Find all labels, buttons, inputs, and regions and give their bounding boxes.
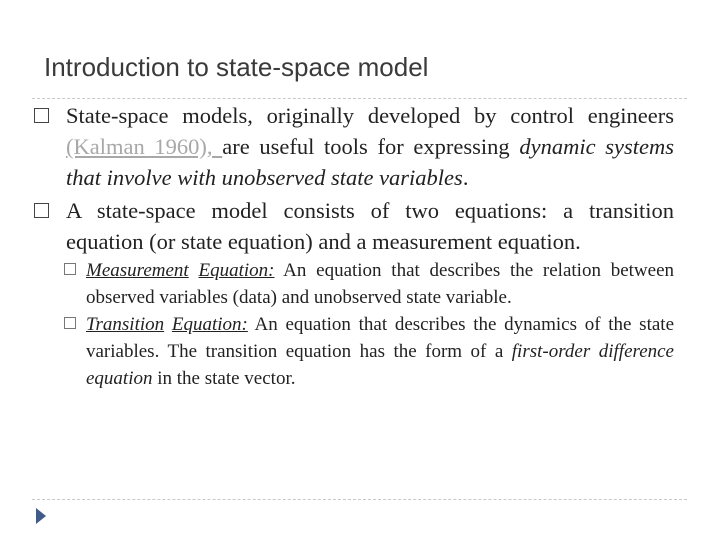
- bullet-two-equations: [34, 195, 674, 257]
- bullet-text: .: [462, 165, 469, 190]
- bullet-box-icon: [34, 108, 49, 123]
- slide-title: Introduction to state-space model: [44, 52, 429, 82]
- term: Transition: [86, 314, 165, 335]
- title-divider: [32, 98, 687, 99]
- subbullet-box-icon: [64, 263, 76, 275]
- term: Equation:: [171, 314, 248, 335]
- subbullet-box-icon: [64, 317, 76, 329]
- term: Measurement: [86, 260, 189, 281]
- subbullet-measurement-equation: [34, 257, 674, 311]
- bullet-italic-text: dynamic systems that involve with unobserved state variables: [66, 134, 674, 190]
- bullet-text: A state-space model consists of two equations: a transition equation (or state equation) and a measurement equation.: [66, 198, 674, 254]
- bullet-text: State-space models, originally developed by control engineers: [66, 103, 674, 128]
- term: Equation:: [198, 260, 275, 281]
- subbullet-text: An equation that describes the relation between observed variables (data) and unobserved state variable.: [86, 260, 674, 308]
- next-slide-arrow-icon[interactable]: [36, 508, 46, 524]
- bullet-text: are useful tools for expressing: [222, 134, 520, 159]
- slide-body: [34, 100, 674, 392]
- citation-link[interactable]: (Kalman 1960),: [66, 134, 223, 159]
- bullet-box-icon: [34, 203, 49, 218]
- subbullet-text: An equation that describes the dynamics of the state variables. The transition equation has the form of a: [86, 314, 674, 362]
- subbullet-italic-text: first-order difference equation: [86, 341, 674, 389]
- subbullet-text: in the state vector.: [152, 368, 296, 389]
- footer-divider: [32, 499, 687, 500]
- subbullet-transition-equation: [34, 311, 674, 392]
- bullet-state-space-models: [34, 100, 674, 193]
